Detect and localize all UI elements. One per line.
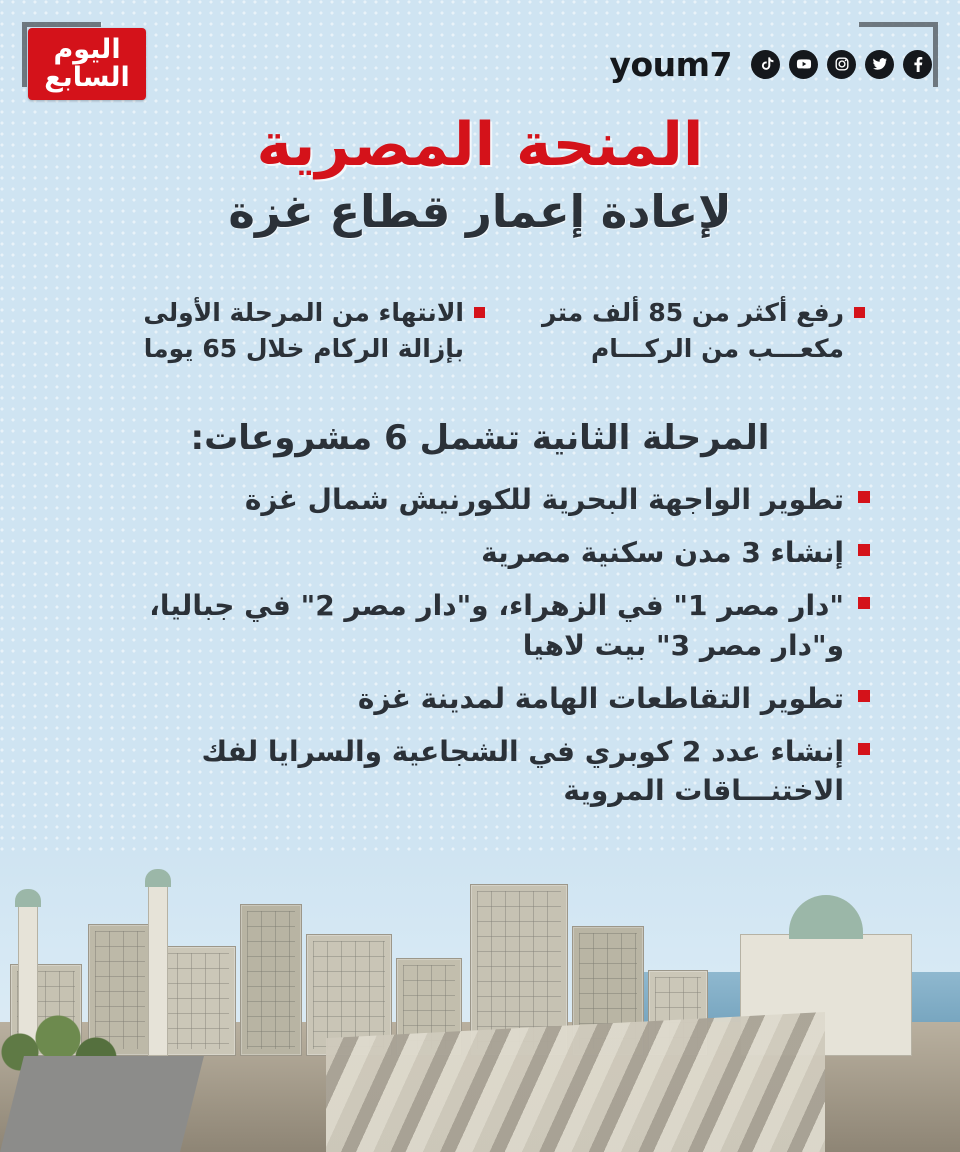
fact-item [95,295,485,368]
facebook-icon[interactable] [903,50,932,79]
projects-list [90,480,870,824]
page-title: المنحة المصرية [256,110,704,180]
square-bullet-icon [858,743,870,755]
social-bar [609,45,932,84]
square-bullet-icon [858,491,870,503]
list-item-label: "دار مصر 1" في الزهراء، و"دار مصر 2" في جباليا، و"دار مصر 3" بيت لاهيا [149,589,844,662]
youtube-icon[interactable] [789,50,818,79]
phase-two-heading: المرحلة الثانية تشمل 6 مشروعات: [190,418,770,458]
square-bullet-icon [858,544,870,556]
list-item [90,679,870,718]
list-item-label: تطوير التقاطعات الهامة لمدينة غزة [357,681,844,715]
list-item [90,480,870,519]
brand-name: youm7 [609,44,732,84]
logo-line-1: اليوم [53,34,121,66]
list-item-label: تطوير الواجهة البحرية للكورنيش شمال غزة [244,483,844,516]
tiktok-icon[interactable] [751,50,780,79]
list-item-label: إنشاء 3 مدن سكنية مصرية [481,536,844,570]
facts-row [95,295,865,368]
building [240,904,302,1056]
page-subtitle: لإعادة إعمار قطاع غزة [228,184,732,238]
square-bullet-icon [858,597,870,609]
list-item [90,732,870,810]
title-block [0,110,960,239]
destroyed-buildings-photo [0,852,960,1152]
instagram-icon[interactable] [827,50,856,79]
square-bullet-icon [474,307,485,318]
building [156,946,236,1056]
square-bullet-icon [858,690,870,702]
logo-line-2: السابع [44,62,130,93]
list-item [90,533,870,572]
list-item-label: إنشاء عدد 2 كوبري في الشجاعية والسرايا لفك الاختنـــاقات المروية [201,734,844,808]
twitter-icon[interactable] [865,50,894,79]
square-bullet-icon [854,307,865,318]
minaret [148,884,168,1056]
list-item [90,586,870,664]
youm7-logo [28,28,146,100]
fact-text: الانتهاء من المرحلة الأولى بإزالة الركام خلال 65 يوما [143,298,464,364]
road [0,1056,204,1152]
fact-item [507,295,865,368]
header [28,26,932,102]
fact-text: رفع أكثر من 85 ألف متر مكعـــب من الركـــام [542,298,844,364]
